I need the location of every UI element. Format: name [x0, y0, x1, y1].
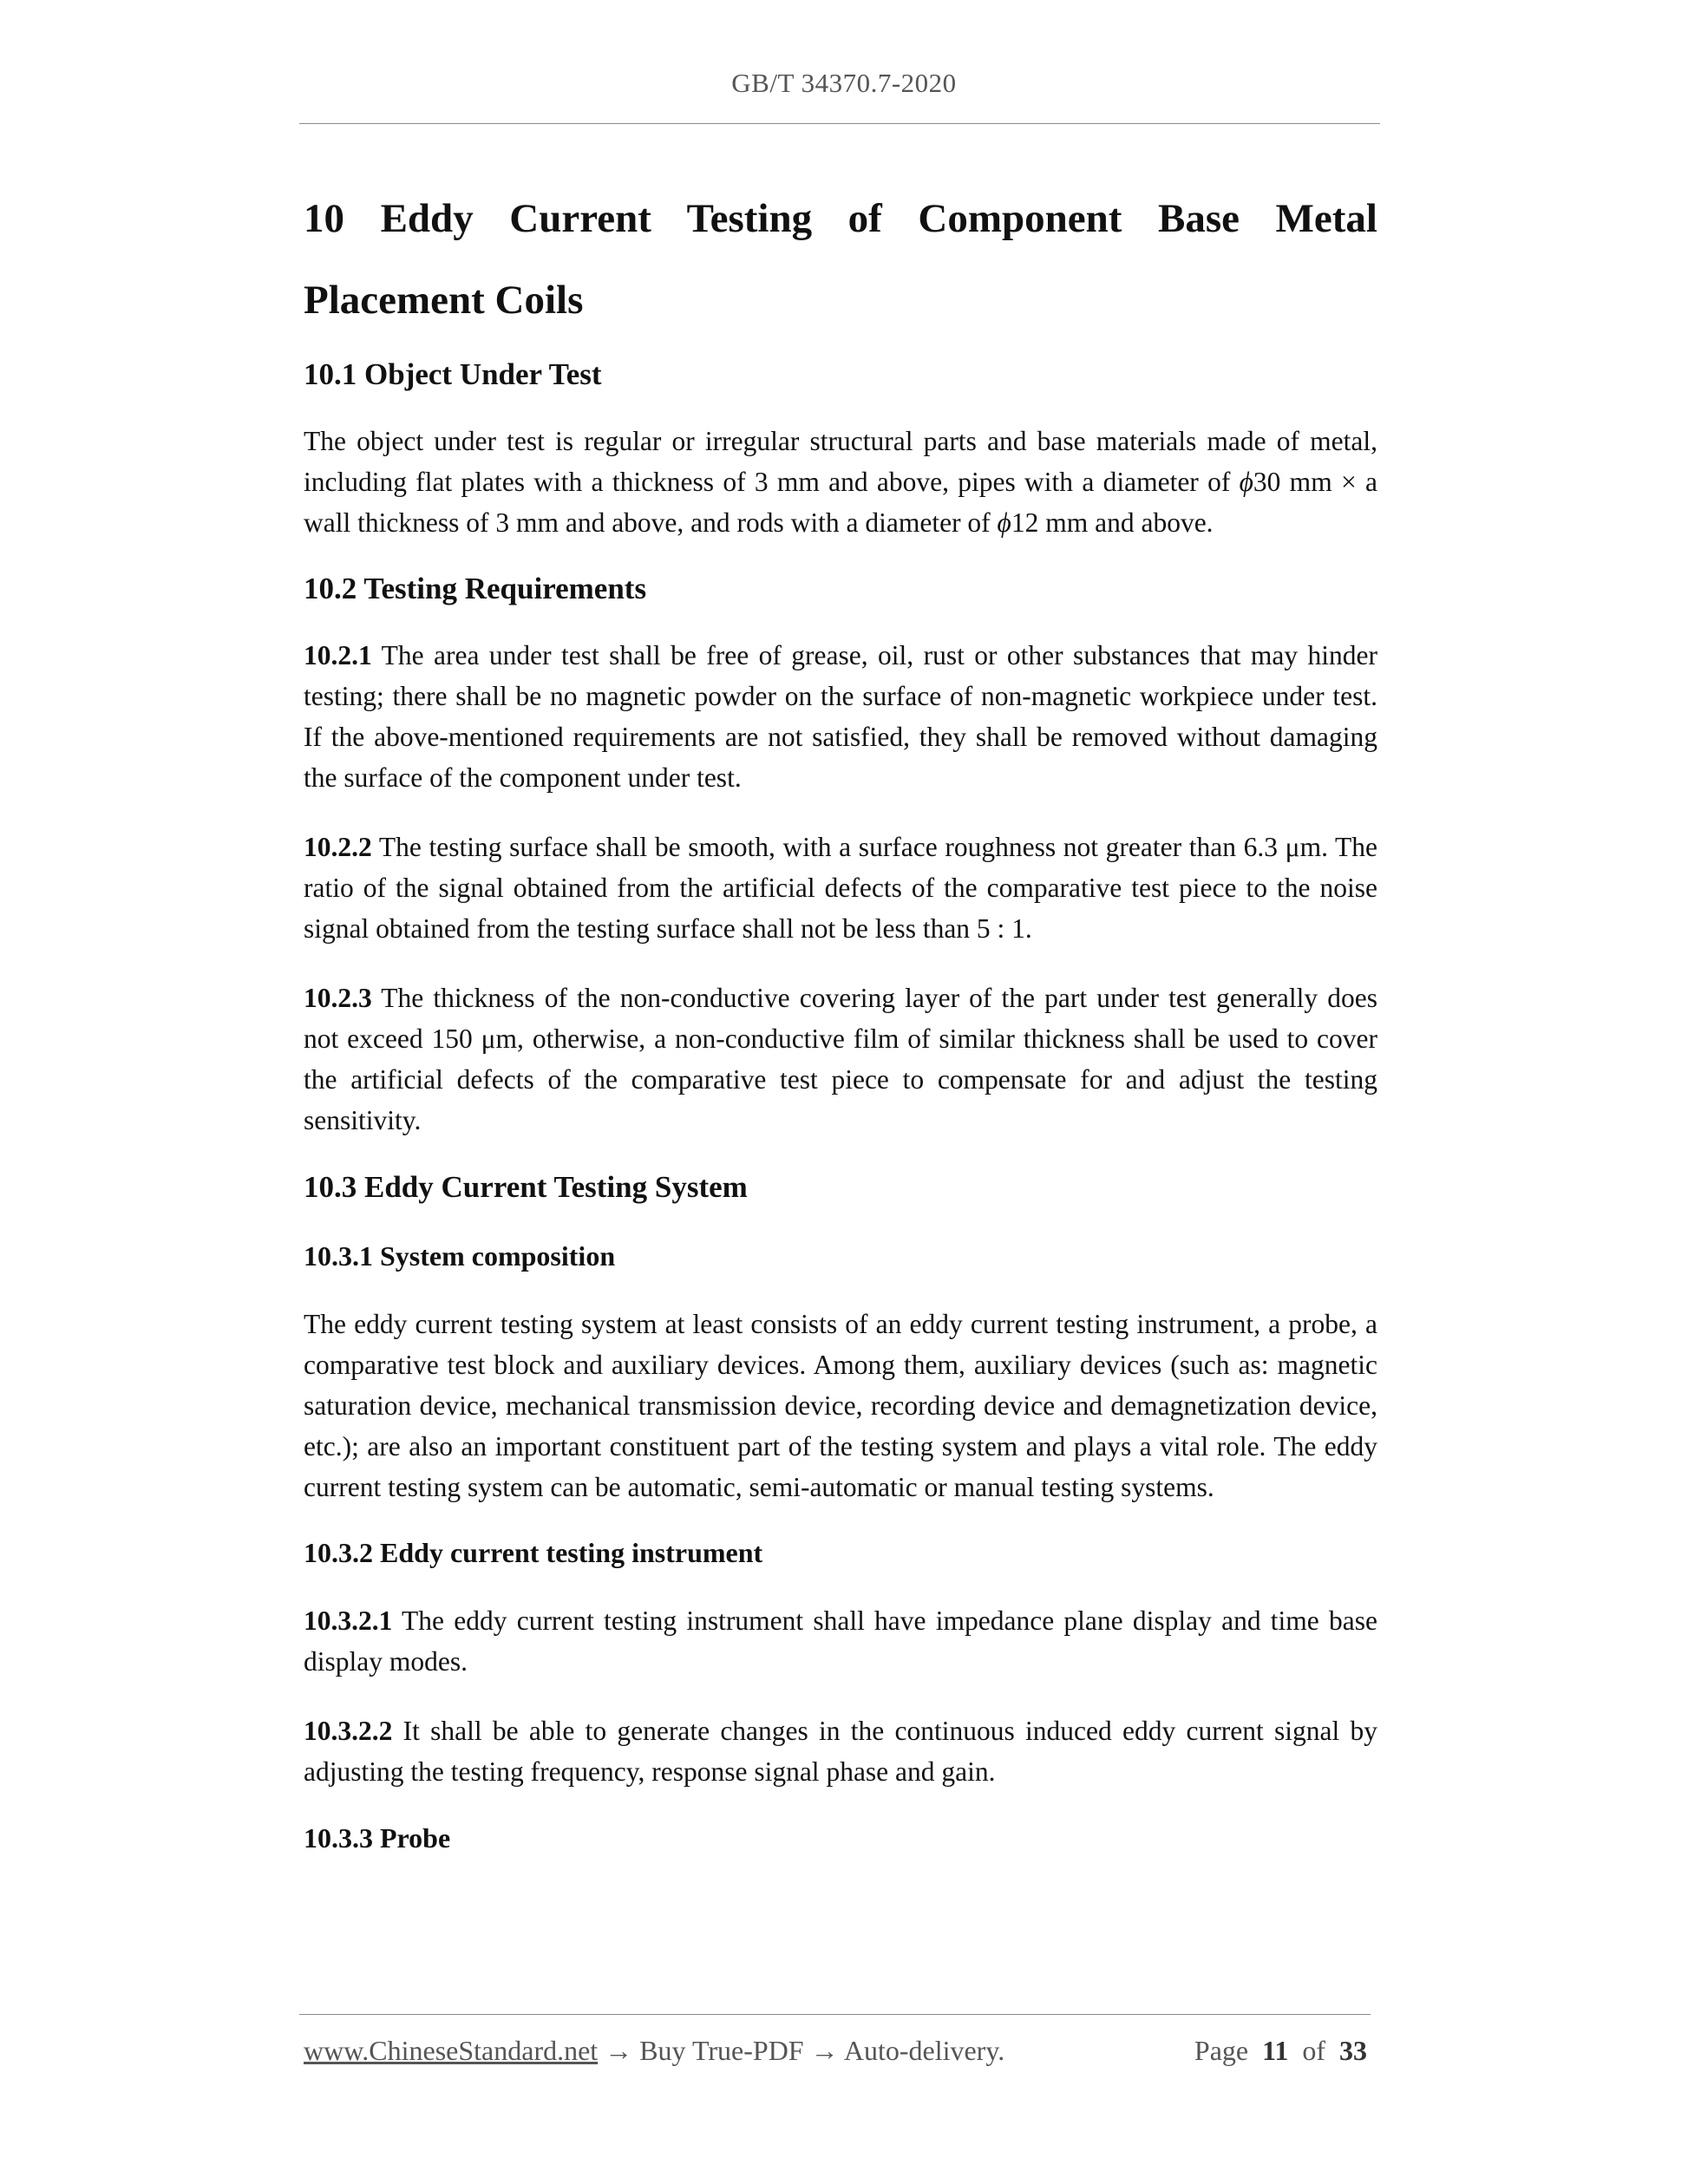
clause-number: 10.2.3: [304, 983, 372, 1013]
subsection-10-3-1-heading: 10.3.1 System composition: [304, 1240, 616, 1272]
website-link[interactable]: www.ChineseStandard.net: [304, 2035, 599, 2066]
subsection-10-3-2-heading: 10.3.2 Eddy current testing instrument: [304, 1537, 763, 1568]
of-label: of: [1302, 2035, 1325, 2066]
clause-number: 10.3.2.2: [304, 1716, 393, 1746]
section-10-1-text-a: The object under test is regular or irregular structural parts and base materials made of metal, including flat plates with a thickness of 3 mm and above, pipes with a diameter of: [304, 426, 1377, 497]
clause-text: The thickness of the non-conductive covering layer of the part under test generally does not exceed 150 μm, otherwise, a non-conductive film of similar thickness shall be used to cover the artificial defects of the comparative test piece to compensate for and adjust the testing sensitivity.: [304, 983, 1377, 1135]
document-id-header: GB/T 34370.7-2020: [731, 68, 957, 98]
page-content: [304, 178, 1377, 1858]
auto-delivery-text: Auto-delivery.: [843, 2035, 1005, 2066]
page-label: Page: [1194, 2035, 1249, 2066]
chapter-title: 10 Eddy Current Testing of Component Base Metal Placement Coils: [304, 196, 1377, 323]
clause-number: 10.2.2: [304, 832, 372, 862]
section-10-1-paragraph: [304, 421, 1377, 543]
clause-text: The testing surface shall be smooth, with a surface roughness not greater than 6.3 μm. The ratio of the signal obtained from the artificial defects of the comparative test piece to the noise signal obtained from the testing surface shall not be less than 5 : 1.: [304, 832, 1377, 944]
section-10-1-text-c: 12 mm and above.: [1011, 507, 1214, 538]
buy-true-pdf-text: Buy True-PDF: [639, 2035, 804, 2066]
footer-divider: [299, 2014, 1371, 2015]
clause-text: The eddy current testing instrument shall have impedance plane display and time base display modes.: [304, 1605, 1377, 1677]
page-number: [1194, 2035, 1367, 2067]
clause-10-2-1: [304, 635, 1377, 798]
clause-10-3-2-1: [304, 1600, 1377, 1682]
clause-text: It shall be able to generate changes in the continuous induced eddy current signal by adjusting the testing frequency, response signal phase and gain.: [304, 1716, 1377, 1787]
clause-number: 10.2.1: [304, 640, 372, 670]
section-10-1-text-b: 30 mm × a wall thickness of 3 mm and above, and rods with a diameter of: [304, 467, 1377, 538]
clause-10-3-2-2: [304, 1710, 1377, 1792]
arrow-icon: →: [803, 2035, 844, 2066]
subsection-10-3-3-heading: 10.3.3 Probe: [304, 1822, 451, 1854]
clause-10-2-2: [304, 827, 1377, 949]
current-page: 11: [1262, 2035, 1289, 2066]
clause-number: 10.3.2.1: [304, 1605, 393, 1636]
total-pages: 33: [1339, 2035, 1367, 2066]
subsection-10-3-1-paragraph: The eddy current testing system at least consists of an eddy current testing instrument, a probe, a comparative test block and auxiliary devices. Among them, auxiliary devices (such as: magnetic saturation device, mechanical transmission device, recording device and demagnetization device, etc.); are also an important constituent part of the testing system and plays a vital role. The eddy current testing system can be automatic, semi-automatic or manual testing systems.: [304, 1309, 1377, 1502]
section-10-1-heading: 10.1 Object Under Test: [304, 357, 602, 391]
clause-10-2-3: [304, 978, 1377, 1141]
section-10-2-heading: 10.2 Testing Requirements: [304, 572, 647, 605]
footer-promo: [304, 2035, 1004, 2067]
header-divider: [299, 123, 1380, 124]
diameter-symbol: ϕ: [1239, 467, 1253, 497]
clause-text: The area under test shall be free of grease, oil, rust or other substances that may hinder testing; there shall be no magnetic powder on the surface of non-magnetic workpiece under test. If the above-mentioned requirements are not satisfied, they shall be removed without damaging the surface of the component under test.: [304, 640, 1377, 793]
section-10-3-heading: 10.3 Eddy Current Testing System: [304, 1170, 748, 1204]
arrow-icon: →: [598, 2035, 640, 2066]
diameter-symbol: ϕ: [997, 507, 1011, 538]
